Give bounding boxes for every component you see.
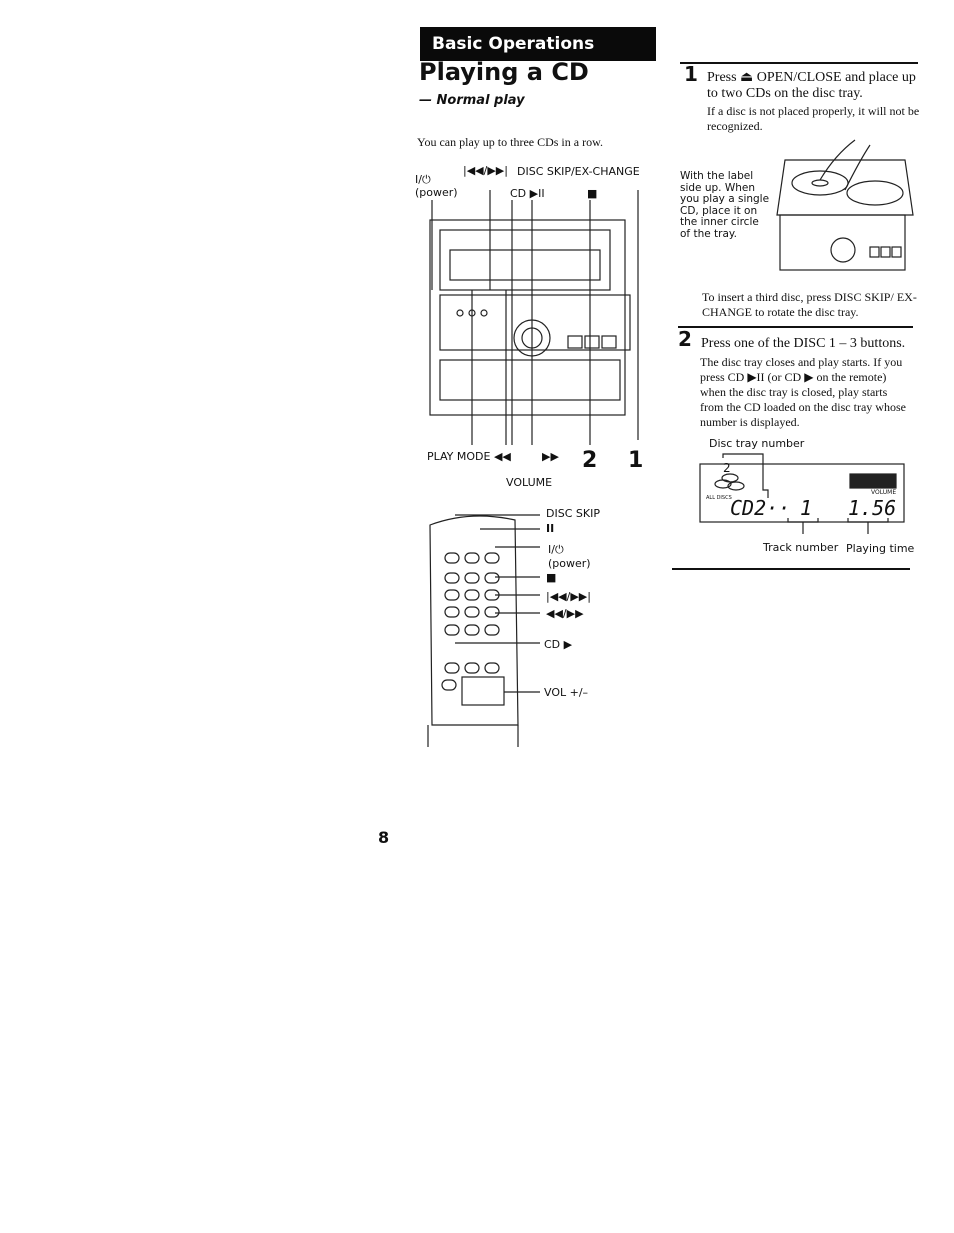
volume-indicator: VOLUME: [871, 489, 897, 496]
stereo-unit-illustration: [420, 190, 650, 450]
divider: [680, 62, 918, 64]
playing-time-label: Playing time: [846, 542, 915, 555]
all-discs-indicator: ALL DISCS: [706, 495, 732, 501]
disc-skip-label: DISC SKIP/EX-CHANGE: [517, 165, 640, 178]
cd-indicator: CD2··: [730, 496, 791, 520]
remote-disc-skip-label: DISC SKIP: [546, 507, 600, 520]
remote-power-label: (power): [548, 557, 591, 570]
volume-label: VOLUME: [506, 476, 553, 489]
cd-play-label: CD ▶II: [510, 187, 545, 200]
remote-search-label: ◀◀/▶▶: [546, 607, 584, 620]
section-banner: Basic Operations: [420, 27, 656, 61]
remote-stop-label: ■: [546, 571, 557, 584]
stop-label: ■: [587, 187, 598, 200]
remote-pause-label: II: [546, 522, 555, 535]
callout-1: 1: [628, 448, 644, 473]
step2-note: The disc tray closes and play starts. If you press CD ▶II (or CD ▶ on the remote) when the disc tray is closed, play starts from the CD loaded on the disc tray whose number is displayed.: [700, 355, 906, 429]
power-label: (power): [415, 186, 458, 199]
track-number-label: Track number: [763, 541, 839, 554]
step2-text: Press one of the DISC 1 – 3 buttons.: [701, 336, 906, 351]
remote-cd-play-label: CD ▶: [544, 638, 573, 651]
step2-number: 2: [678, 327, 692, 351]
step1-number: 1: [684, 62, 698, 86]
page-title: Playing a CD: [419, 58, 589, 86]
track-display: 1: [800, 496, 813, 520]
play-mode-label: PLAY MODE ◀◀: [427, 450, 511, 463]
page-number: 8: [378, 828, 390, 847]
intro-text: You can play up to three CDs in a row.: [417, 135, 603, 149]
page-subtitle: — Normal play: [419, 93, 525, 108]
remote-skip-label: |◀◀/▶▶|: [546, 590, 591, 603]
remote-vol-label: VOL +/–: [544, 686, 589, 699]
step1-text: Press ⏏ OPEN/CLOSE and place up to two CDs on the disc tray.: [707, 70, 916, 101]
ff-label: ▶▶: [542, 450, 559, 463]
divider: [672, 568, 910, 570]
power-symbol-label: I/⏻: [415, 173, 431, 186]
callout-2: 2: [582, 448, 598, 473]
divider: [678, 326, 913, 328]
skip-symbol-label: |◀◀/▶▶|: [463, 164, 508, 177]
tray-caption: With the label side up. When you play a single CD, place it on the inner circle of the tray.: [680, 170, 770, 240]
step1-note: If a disc is not placed properly, it will not be recognized.: [707, 104, 920, 133]
time-display: 1.56: [848, 496, 897, 520]
disc-tray-illustration: [775, 135, 915, 275]
remote-illustration: [420, 505, 550, 750]
disc-tray-number-label: Disc tray number: [709, 437, 805, 450]
remote-power-symbol-label: I/⏻: [548, 543, 564, 556]
third-disc-note: To insert a third disc, press DISC SKIP/ EX-CHANGE to rotate the disc tray.: [702, 290, 917, 319]
tray-digit: 2: [723, 461, 731, 475]
